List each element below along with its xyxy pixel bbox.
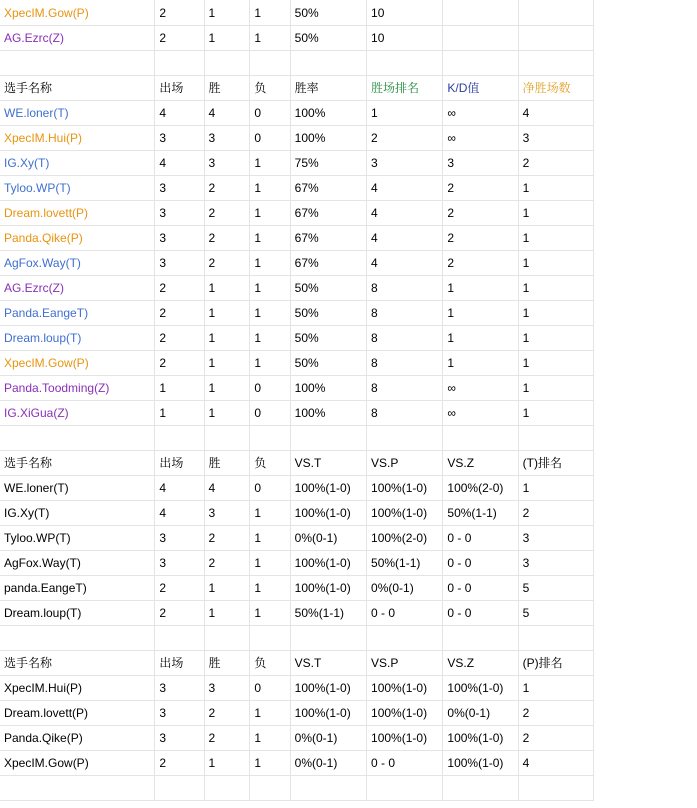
empty-cell[interactable] — [0, 426, 155, 451]
value-cell[interactable]: 1 — [204, 301, 250, 326]
value-cell[interactable]: 100%(1-0) — [290, 476, 366, 501]
value-cell[interactable]: 1 — [250, 576, 290, 601]
value-cell[interactable]: 8 — [367, 401, 443, 426]
value-cell[interactable]: 0%(0-1) — [290, 526, 366, 551]
value-cell[interactable]: 0 - 0 — [443, 576, 518, 601]
value-cell[interactable]: 0%(0-1) — [443, 701, 518, 726]
empty-cell[interactable] — [443, 626, 518, 651]
empty-cell[interactable] — [367, 426, 443, 451]
value-cell[interactable] — [518, 26, 593, 51]
value-cell[interactable]: 100%(1-0) — [290, 676, 366, 701]
value-cell[interactable]: 0%(0-1) — [290, 726, 366, 751]
value-cell[interactable]: 1 — [518, 401, 593, 426]
value-cell[interactable]: 67% — [290, 251, 366, 276]
player-name-cell[interactable]: Tyloo.WP(T) — [0, 526, 155, 551]
value-cell[interactable]: 0%(0-1) — [290, 751, 366, 776]
value-cell[interactable]: ∞ — [443, 101, 518, 126]
empty-cell[interactable] — [204, 51, 250, 76]
value-cell[interactable]: 0 — [250, 476, 290, 501]
empty-cell[interactable] — [290, 51, 366, 76]
player-name-cell[interactable]: IG.XiGua(Z) — [0, 401, 155, 426]
header-cell[interactable]: (P)排名 — [518, 651, 593, 676]
player-name-cell[interactable]: Dream.lovett(P) — [0, 701, 155, 726]
empty-cell[interactable] — [155, 51, 204, 76]
player-name-cell[interactable]: Tyloo.WP(T) — [0, 176, 155, 201]
value-cell[interactable]: 50%(1-1) — [367, 551, 443, 576]
blank-row — [0, 51, 594, 76]
value-cell[interactable]: 4 — [204, 476, 250, 501]
value-cell[interactable]: 3 — [155, 251, 204, 276]
value-cell[interactable]: 1 — [204, 0, 250, 26]
header-cell[interactable]: 负 — [250, 76, 290, 101]
value-cell[interactable] — [443, 0, 518, 26]
value-cell[interactable]: 2 — [518, 151, 593, 176]
value-cell[interactable]: 1 — [518, 676, 593, 701]
value-cell[interactable]: 5 — [518, 576, 593, 601]
empty-cell[interactable] — [155, 426, 204, 451]
protoss-row — [0, 701, 594, 726]
value-cell[interactable]: 2 — [204, 176, 250, 201]
value-cell[interactable]: 3 — [204, 151, 250, 176]
header-cell[interactable]: VS.Z — [443, 651, 518, 676]
header-cell[interactable]: 胜场排名 — [367, 76, 443, 101]
value-cell[interactable]: 1 — [204, 376, 250, 401]
value-cell[interactable]: ∞ — [443, 376, 518, 401]
empty-cell[interactable] — [367, 626, 443, 651]
overall-row — [0, 351, 594, 376]
player-name-cell[interactable]: Panda.Qike(P) — [0, 226, 155, 251]
overall-row — [0, 201, 594, 226]
overall-row — [0, 251, 594, 276]
value-cell[interactable]: 4 — [367, 226, 443, 251]
value-cell[interactable]: 100%(1-0) — [290, 701, 366, 726]
value-cell[interactable]: 1 — [204, 401, 250, 426]
value-cell[interactable]: 2 — [155, 751, 204, 776]
empty-cell[interactable] — [204, 776, 250, 801]
value-cell[interactable]: 67% — [290, 176, 366, 201]
header-cell[interactable]: 胜 — [204, 651, 250, 676]
value-cell[interactable]: 2 — [367, 126, 443, 151]
value-cell[interactable]: 0 - 0 — [443, 551, 518, 576]
protoss-row — [0, 676, 594, 701]
value-cell[interactable]: 50%(1-1) — [290, 601, 366, 626]
value-cell[interactable]: 1 — [155, 401, 204, 426]
value-cell[interactable]: 1 — [250, 351, 290, 376]
empty-cell[interactable] — [367, 51, 443, 76]
value-cell[interactable]: 1 — [518, 276, 593, 301]
value-cell[interactable]: 2 — [155, 351, 204, 376]
protoss-header-row — [0, 651, 594, 676]
value-cell[interactable]: 1 — [443, 301, 518, 326]
value-cell[interactable]: 3 — [155, 701, 204, 726]
value-cell[interactable]: 1 — [250, 176, 290, 201]
value-cell[interactable]: 0 - 0 — [443, 526, 518, 551]
value-cell[interactable]: 1 — [204, 751, 250, 776]
top-row — [0, 0, 594, 26]
header-cell[interactable]: (T)排名 — [518, 451, 593, 476]
value-cell[interactable]: 3 — [518, 126, 593, 151]
value-cell[interactable]: 1 — [250, 501, 290, 526]
header-cell[interactable]: 负 — [250, 651, 290, 676]
player-name-cell[interactable]: Dream.loup(T) — [0, 601, 155, 626]
value-cell[interactable]: 1 — [250, 601, 290, 626]
value-cell[interactable]: 100%(1-0) — [290, 576, 366, 601]
player-name-cell[interactable]: XpecIM.Hui(P) — [0, 676, 155, 701]
value-cell[interactable]: 100%(1-0) — [443, 751, 518, 776]
value-cell[interactable]: 1 — [250, 151, 290, 176]
player-name-cell[interactable]: Dream.loup(T) — [0, 326, 155, 351]
value-cell[interactable]: 100%(1-0) — [367, 701, 443, 726]
value-cell[interactable]: 1 — [250, 526, 290, 551]
value-cell[interactable]: 1 — [204, 601, 250, 626]
value-cell[interactable]: 1 — [518, 201, 593, 226]
value-cell[interactable]: 1 — [367, 101, 443, 126]
value-cell[interactable]: 2 — [155, 26, 204, 51]
value-cell[interactable]: 50% — [290, 301, 366, 326]
empty-cell[interactable] — [290, 776, 366, 801]
header-cell[interactable]: 胜 — [204, 451, 250, 476]
value-cell[interactable]: 100% — [290, 401, 366, 426]
value-cell[interactable]: 100% — [290, 376, 366, 401]
empty-cell[interactable] — [0, 626, 155, 651]
value-cell[interactable]: 5 — [518, 601, 593, 626]
value-cell[interactable]: 0%(0-1) — [367, 576, 443, 601]
empty-cell[interactable] — [250, 776, 290, 801]
player-name-cell[interactable]: AgFox.Way(T) — [0, 551, 155, 576]
value-cell[interactable]: 3 — [155, 226, 204, 251]
header-cell[interactable]: VS.P — [367, 451, 443, 476]
terran-row — [0, 476, 594, 501]
overall-row — [0, 176, 594, 201]
empty-cell[interactable] — [250, 51, 290, 76]
value-cell[interactable]: 0 — [250, 126, 290, 151]
value-cell[interactable]: 1 — [250, 201, 290, 226]
empty-cell[interactable] — [290, 626, 366, 651]
value-cell[interactable]: 100% — [290, 126, 366, 151]
value-cell[interactable]: 2 — [155, 0, 204, 26]
player-name-cell[interactable]: panda.EangeT) — [0, 576, 155, 601]
player-name-cell[interactable]: Panda.Qike(P) — [0, 726, 155, 751]
protoss-row — [0, 726, 594, 751]
value-cell[interactable]: 100%(1-0) — [443, 676, 518, 701]
value-cell[interactable]: 4 — [155, 476, 204, 501]
value-cell[interactable]: 100%(1-0) — [443, 726, 518, 751]
value-cell[interactable]: 100%(1-0) — [290, 551, 366, 576]
value-cell[interactable]: 8 — [367, 301, 443, 326]
empty-cell[interactable] — [204, 626, 250, 651]
header-cell[interactable]: 净胜场数 — [518, 76, 593, 101]
value-cell[interactable]: 1 — [155, 376, 204, 401]
empty-cell[interactable] — [518, 426, 593, 451]
value-cell[interactable]: 100%(1-0) — [367, 726, 443, 751]
value-cell[interactable]: ∞ — [443, 401, 518, 426]
terran-header-row — [0, 451, 594, 476]
value-cell[interactable]: 100%(2-0) — [443, 476, 518, 501]
value-cell[interactable]: 50% — [290, 0, 366, 26]
value-cell[interactable]: 1 — [250, 551, 290, 576]
value-cell[interactable]: 3 — [155, 126, 204, 151]
value-cell[interactable]: 67% — [290, 226, 366, 251]
header-cell[interactable]: 选手名称 — [0, 651, 155, 676]
value-cell[interactable]: 1 — [518, 351, 593, 376]
value-cell[interactable]: 4 — [518, 751, 593, 776]
terran-row — [0, 526, 594, 551]
value-cell[interactable]: 3 — [155, 726, 204, 751]
value-cell[interactable]: 10 — [367, 0, 443, 26]
overall-row — [0, 401, 594, 426]
value-cell[interactable]: 1 — [204, 326, 250, 351]
overall-row — [0, 126, 594, 151]
value-cell[interactable]: 3 — [155, 551, 204, 576]
player-name-cell[interactable]: AG.Ezrc(Z) — [0, 276, 155, 301]
value-cell[interactable]: 8 — [367, 376, 443, 401]
value-cell[interactable]: 4 — [155, 501, 204, 526]
value-cell[interactable]: 100% — [290, 101, 366, 126]
value-cell[interactable]: 2 — [204, 726, 250, 751]
header-cell[interactable]: VS.T — [290, 651, 366, 676]
value-cell[interactable]: 1 — [250, 726, 290, 751]
value-cell[interactable]: 0 — [250, 676, 290, 701]
value-cell[interactable]: 4 — [204, 101, 250, 126]
value-cell[interactable]: 2 — [155, 326, 204, 351]
blank-row — [0, 426, 594, 451]
value-cell[interactable]: 50%(1-1) — [443, 501, 518, 526]
empty-cell[interactable] — [155, 626, 204, 651]
value-cell[interactable]: 2 — [204, 201, 250, 226]
value-cell[interactable]: 1 — [443, 326, 518, 351]
header-cell[interactable]: 胜率 — [290, 76, 366, 101]
value-cell[interactable]: 100%(1-0) — [290, 501, 366, 526]
blank-row — [0, 776, 594, 801]
overall-row — [0, 301, 594, 326]
overall-row — [0, 376, 594, 401]
value-cell[interactable]: 8 — [367, 276, 443, 301]
value-cell[interactable]: 2 — [518, 726, 593, 751]
value-cell[interactable]: 4 — [155, 151, 204, 176]
empty-cell[interactable] — [250, 626, 290, 651]
value-cell[interactable]: 2 — [518, 701, 593, 726]
value-cell[interactable]: 2 — [155, 601, 204, 626]
player-name-cell[interactable]: IG.Xy(T) — [0, 501, 155, 526]
player-name-cell[interactable]: XpecIM.Hui(P) — [0, 126, 155, 151]
value-cell[interactable]: 3 — [204, 501, 250, 526]
value-cell[interactable]: 0 - 0 — [367, 601, 443, 626]
player-name-cell[interactable]: AG.Ezrc(Z) — [0, 26, 155, 51]
value-cell[interactable]: 8 — [367, 326, 443, 351]
value-cell[interactable]: 67% — [290, 201, 366, 226]
value-cell[interactable]: 4 — [367, 201, 443, 226]
value-cell[interactable]: 100%(1-0) — [367, 476, 443, 501]
value-cell[interactable]: 2 — [204, 701, 250, 726]
value-cell[interactable]: 2 — [204, 251, 250, 276]
player-name-cell[interactable]: IG.Xy(T) — [0, 151, 155, 176]
value-cell[interactable]: 1 — [204, 576, 250, 601]
blank-row — [0, 626, 594, 651]
value-cell[interactable]: 0 - 0 — [443, 601, 518, 626]
value-cell[interactable]: 75% — [290, 151, 366, 176]
player-name-cell[interactable]: WE.loner(T) — [0, 476, 155, 501]
value-cell[interactable]: 4 — [518, 101, 593, 126]
value-cell[interactable]: 100%(1-0) — [367, 676, 443, 701]
value-cell[interactable]: 1 — [518, 301, 593, 326]
value-cell[interactable]: 1 — [443, 351, 518, 376]
overall-row — [0, 101, 594, 126]
value-cell[interactable]: 1 — [250, 0, 290, 26]
value-cell[interactable]: 2 — [204, 226, 250, 251]
value-cell[interactable]: 2 — [443, 176, 518, 201]
value-cell[interactable]: 50% — [290, 276, 366, 301]
value-cell[interactable]: 2 — [443, 251, 518, 276]
value-cell[interactable]: 0 - 0 — [367, 751, 443, 776]
overall-row — [0, 151, 594, 176]
player-name-cell[interactable]: Panda.Toodming(Z) — [0, 376, 155, 401]
header-cell[interactable]: 胜 — [204, 76, 250, 101]
value-cell[interactable]: 10 — [367, 26, 443, 51]
value-cell[interactable]: 2 — [155, 301, 204, 326]
value-cell[interactable]: 0 — [250, 376, 290, 401]
empty-cell[interactable] — [518, 626, 593, 651]
value-cell[interactable]: 100%(2-0) — [367, 526, 443, 551]
value-cell[interactable]: 1 — [518, 376, 593, 401]
terran-row — [0, 576, 594, 601]
value-cell[interactable]: 1 — [250, 301, 290, 326]
header-cell[interactable]: 负 — [250, 451, 290, 476]
header-cell[interactable]: VS.Z — [443, 451, 518, 476]
player-name-cell[interactable]: WE.loner(T) — [0, 101, 155, 126]
value-cell[interactable]: 3 — [518, 551, 593, 576]
value-cell[interactable]: 2 — [204, 551, 250, 576]
value-cell[interactable]: 0 — [250, 401, 290, 426]
terran-row — [0, 501, 594, 526]
value-cell[interactable]: 3 — [155, 201, 204, 226]
player-name-cell[interactable]: Dream.lovett(P) — [0, 201, 155, 226]
value-cell[interactable]: 4 — [155, 101, 204, 126]
overall-row — [0, 226, 594, 251]
value-cell[interactable]: 2 — [155, 276, 204, 301]
empty-cell[interactable] — [443, 426, 518, 451]
value-cell[interactable]: 2 — [155, 576, 204, 601]
player-name-cell[interactable]: Panda.EangeT) — [0, 301, 155, 326]
value-cell[interactable]: 1 — [250, 26, 290, 51]
terran-row — [0, 551, 594, 576]
header-cell[interactable]: VS.P — [367, 651, 443, 676]
value-cell[interactable]: 1 — [518, 251, 593, 276]
value-cell[interactable]: 4 — [367, 251, 443, 276]
overall-row — [0, 276, 594, 301]
value-cell[interactable]: 1 — [250, 701, 290, 726]
empty-cell[interactable] — [250, 426, 290, 451]
empty-cell[interactable] — [204, 426, 250, 451]
overall-header-row — [0, 76, 594, 101]
protoss-row — [0, 751, 594, 776]
header-cell[interactable]: K/D值 — [443, 76, 518, 101]
header-cell[interactable]: 出场 — [155, 76, 204, 101]
player-name-cell[interactable]: XpecIM.Gow(P) — [0, 351, 155, 376]
value-cell[interactable]: 1 — [250, 751, 290, 776]
player-name-cell[interactable]: XpecIM.Gow(P) — [0, 0, 155, 26]
empty-cell[interactable] — [518, 776, 593, 801]
empty-cell[interactable] — [367, 776, 443, 801]
value-cell[interactable]: 1 — [204, 276, 250, 301]
value-cell[interactable]: 3 — [443, 151, 518, 176]
value-cell[interactable]: 50% — [290, 326, 366, 351]
value-cell[interactable]: 3 — [204, 676, 250, 701]
value-cell[interactable]: 3 — [367, 151, 443, 176]
value-cell[interactable] — [443, 26, 518, 51]
header-cell[interactable]: 出场 — [155, 451, 204, 476]
value-cell[interactable]: 2 — [443, 201, 518, 226]
header-cell[interactable]: 选手名称 — [0, 76, 155, 101]
value-cell[interactable]: 1 — [250, 326, 290, 351]
empty-cell[interactable] — [518, 51, 593, 76]
empty-cell[interactable] — [0, 776, 155, 801]
value-cell[interactable]: 1 — [204, 351, 250, 376]
value-cell[interactable]: ∞ — [443, 126, 518, 151]
value-cell[interactable] — [518, 0, 593, 26]
value-cell[interactable]: 1 — [250, 276, 290, 301]
header-cell[interactable]: 选手名称 — [0, 451, 155, 476]
empty-cell[interactable] — [0, 51, 155, 76]
value-cell[interactable]: 50% — [290, 351, 366, 376]
value-cell[interactable]: 1 — [518, 326, 593, 351]
value-cell[interactable]: 3 — [155, 526, 204, 551]
terran-row — [0, 601, 594, 626]
value-cell[interactable]: 1 — [204, 26, 250, 51]
empty-cell[interactable] — [155, 776, 204, 801]
overall-row — [0, 326, 594, 351]
value-cell[interactable]: 1 — [443, 276, 518, 301]
value-cell[interactable]: 4 — [367, 176, 443, 201]
value-cell[interactable]: 1 — [250, 226, 290, 251]
value-cell[interactable]: 8 — [367, 351, 443, 376]
value-cell[interactable]: 1 — [518, 226, 593, 251]
value-cell[interactable]: 1 — [518, 476, 593, 501]
top-row — [0, 26, 594, 51]
value-cell[interactable]: 2 — [204, 526, 250, 551]
player-name-cell[interactable]: AgFox.Way(T) — [0, 251, 155, 276]
value-cell[interactable]: 2 — [518, 501, 593, 526]
empty-cell[interactable] — [443, 776, 518, 801]
header-cell[interactable]: VS.T — [290, 451, 366, 476]
value-cell[interactable]: 2 — [443, 226, 518, 251]
value-cell[interactable]: 1 — [518, 176, 593, 201]
value-cell[interactable]: 3 — [155, 676, 204, 701]
empty-cell[interactable] — [443, 51, 518, 76]
empty-cell[interactable] — [290, 426, 366, 451]
value-cell[interactable]: 50% — [290, 26, 366, 51]
value-cell[interactable]: 100%(1-0) — [367, 501, 443, 526]
value-cell[interactable]: 0 — [250, 101, 290, 126]
value-cell[interactable]: 1 — [250, 251, 290, 276]
header-cell[interactable]: 出场 — [155, 651, 204, 676]
player-name-cell[interactable]: XpecIM.Gow(P) — [0, 751, 155, 776]
value-cell[interactable]: 3 — [518, 526, 593, 551]
value-cell[interactable]: 3 — [204, 126, 250, 151]
value-cell[interactable]: 3 — [155, 176, 204, 201]
